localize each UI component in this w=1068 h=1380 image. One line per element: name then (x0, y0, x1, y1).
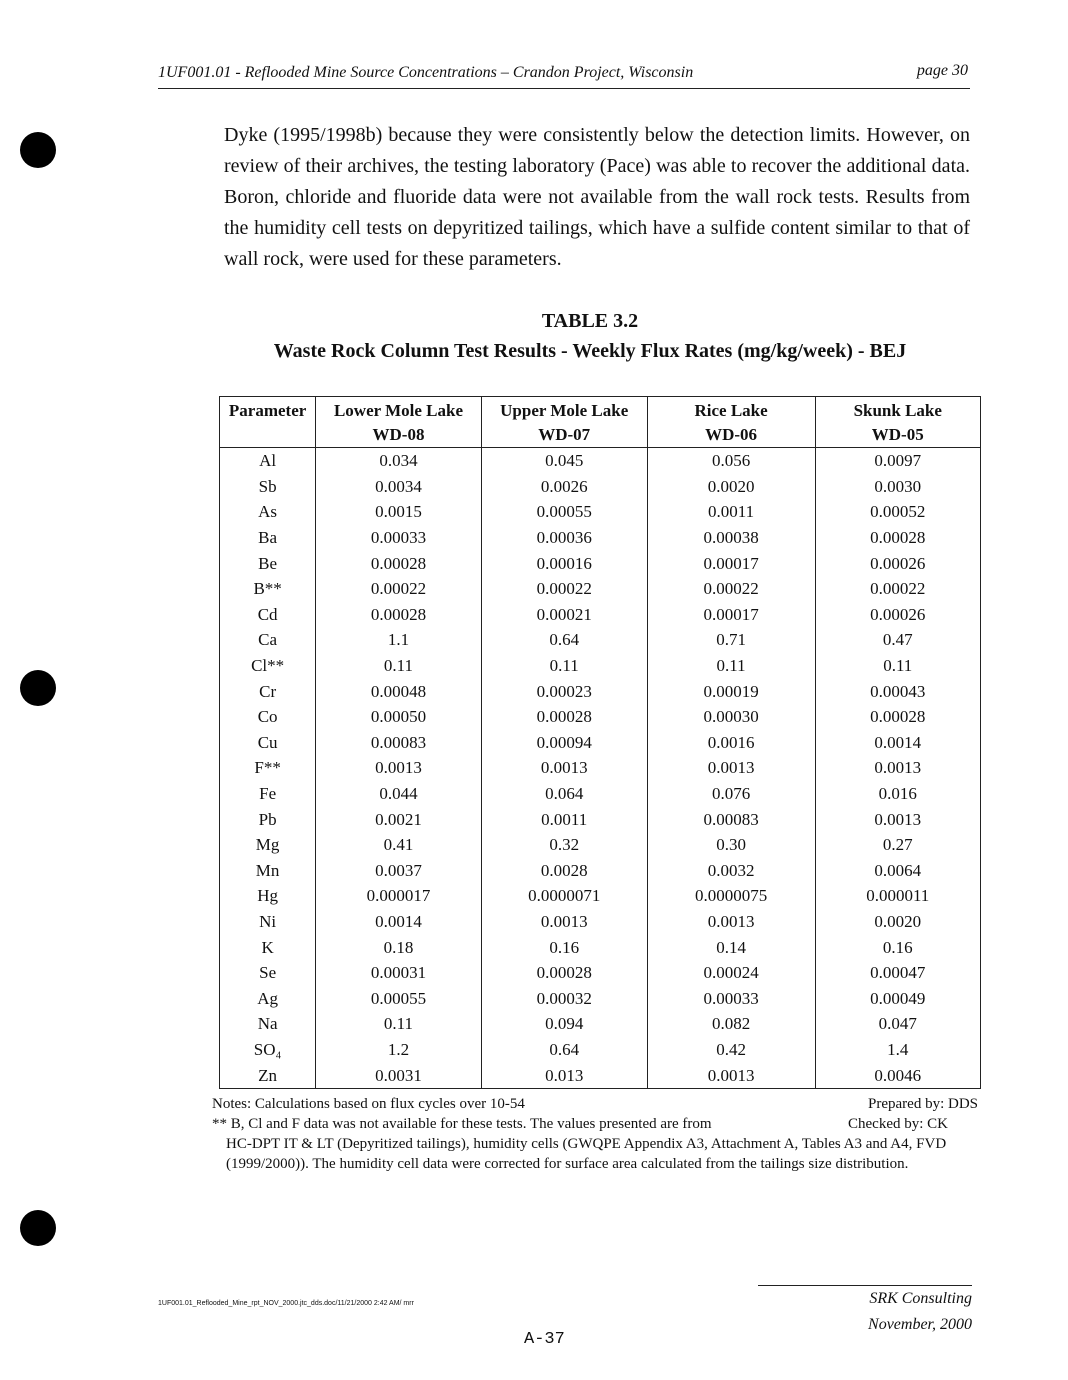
header-lower-mole-lake: Lower Mole Lake WD-08 (316, 397, 482, 448)
value-cell: 0.013 (481, 1062, 647, 1088)
value-cell: 0.044 (316, 781, 482, 807)
value-cell: 0.30 (647, 832, 815, 858)
value-cell: 0.00019 (647, 678, 815, 704)
value-cell: 0.0013 (874, 758, 922, 778)
header-parameter: Parameter (220, 397, 316, 448)
value-cell: 0.0046 (874, 1065, 922, 1085)
parameter-cell: Cd (220, 602, 316, 628)
parameter-cell: Be (220, 550, 316, 576)
parameter-cell: Na (220, 1011, 316, 1037)
value-cell: 0.0013 (481, 755, 647, 781)
value-cell: 0.00043 (870, 681, 926, 701)
value-cell: 0.47 (882, 630, 913, 650)
notes-line-3: HC-DPT IT & LT (Depyritized tailings), humidity cells (GWQPE Appendix A3, Attachment A, Tables A3 and A4, FVD (1999/2000)). The humidity cell data were corrected for surface area calculated from the tailings size distribution. (226, 1136, 947, 1172)
value-cell: 0.0028 (481, 858, 647, 884)
table-row (220, 576, 981, 602)
footer-company: SRK Consulting (869, 1290, 972, 1307)
value-cell: 0.0015 (316, 499, 482, 525)
value-cell: 0.00083 (316, 730, 482, 756)
value-cell: 0.00017 (647, 550, 815, 576)
table-row (220, 627, 981, 653)
parameter-cell: Al (220, 448, 316, 474)
value-cell: 0.00021 (481, 602, 647, 628)
footer-page-number: A-37 (524, 1330, 565, 1349)
value-cell: 0.00032 (481, 985, 647, 1011)
value-cell: 0.11 (316, 1011, 482, 1037)
parameter-cell: Fe (220, 781, 316, 807)
parameter-cell: As (220, 499, 316, 525)
value-cell: 0.056 (647, 448, 815, 474)
value-cell: 0.18 (316, 934, 482, 960)
table-row (220, 755, 981, 781)
value-cell: 0.00049 (870, 988, 926, 1008)
value-cell: 0.0021 (316, 806, 482, 832)
table-row (220, 1062, 981, 1088)
parameter-cell: Cl** (220, 653, 316, 679)
value-cell: 0.14 (647, 934, 815, 960)
binder-hole-bottom (20, 1210, 56, 1246)
value-cell: 0.00052 (870, 502, 926, 522)
binder-hole-middle (20, 670, 56, 706)
header-skunk-lake: Skunk Lake WD-05 (853, 401, 942, 444)
parameter-cell: Ag (220, 985, 316, 1011)
parameter-cell: Co (220, 704, 316, 730)
value-cell: 0.0034 (316, 474, 482, 500)
parameter-cell: Hg (220, 883, 316, 909)
parameter-cell: Ni (220, 909, 316, 935)
value-cell: 0.0013 (874, 809, 922, 829)
checked-by: Checked by: CK (848, 1116, 948, 1132)
value-cell: 0.32 (481, 832, 647, 858)
parameter-cell: Cu (220, 730, 316, 756)
value-cell: 0.42 (647, 1037, 815, 1063)
value-cell: 0.0011 (481, 806, 647, 832)
value-cell: 0.0020 (647, 474, 815, 500)
table-number: TABLE 3.2 (541, 310, 639, 332)
value-cell: 0.00022 (481, 576, 647, 602)
value-cell: 0.000011 (866, 886, 930, 906)
table-row (220, 781, 981, 807)
parameter-cell: Ca (220, 627, 316, 653)
table-row (220, 909, 981, 935)
value-cell: 0.27 (882, 835, 913, 855)
parameter-cell: Zn (220, 1062, 316, 1088)
footer-file-path: 1UF001.01_Reflooded_Mine_rpt_NOV_2000.jtc_dds.doc/11/21/2000 2:42 AM/ mrr (158, 1300, 414, 1307)
value-cell: 0.00033 (316, 525, 482, 551)
parameter-cell: Mn (220, 858, 316, 884)
value-cell: 0.0011 (647, 499, 815, 525)
footer-date: November, 2000 (868, 1316, 972, 1333)
value-cell: 0.00094 (481, 730, 647, 756)
value-cell: 1.2 (316, 1037, 482, 1063)
value-cell: 0.0030 (874, 476, 922, 496)
value-cell: 0.00023 (481, 678, 647, 704)
value-cell: 0.00028 (316, 550, 482, 576)
table-row (220, 525, 981, 551)
header-title: 1UF001.01 - Reflooded Mine Source Concentrations – Crandon Project, Wisconsin (158, 64, 694, 81)
value-cell: 0.64 (481, 627, 647, 653)
table-row (220, 474, 981, 500)
prepared-by: Prepared by: DDS (868, 1096, 978, 1112)
value-cell: 0.00026 (870, 604, 926, 624)
value-cell: 0.11 (647, 653, 815, 679)
value-cell: 0.00047 (870, 963, 926, 983)
value-cell: 0.094 (481, 1011, 647, 1037)
value-cell: 0.034 (316, 448, 482, 474)
value-cell: 0.00055 (481, 499, 647, 525)
table-row (220, 1037, 981, 1063)
table-row (220, 832, 981, 858)
footer-rule (758, 1285, 972, 1286)
table-row (220, 730, 981, 756)
value-cell: 1.4 (887, 1039, 909, 1059)
value-cell: 0.00022 (316, 576, 482, 602)
value-cell: 0.00028 (481, 960, 647, 986)
table-row (220, 934, 981, 960)
parameter-cell: Mg (220, 832, 316, 858)
value-cell: 0.00026 (870, 553, 926, 573)
table-row (220, 883, 981, 909)
table-row (220, 499, 981, 525)
table-row (220, 678, 981, 704)
page-header (158, 62, 970, 89)
value-cell: 0.082 (647, 1011, 815, 1037)
table-row (220, 1011, 981, 1037)
notes-line-1: Notes: Calculations based on flux cycles over 10-54 Prepared by: DDS (212, 1096, 978, 1112)
value-cell: 0.0097 (874, 451, 922, 471)
table-row (220, 806, 981, 832)
table-header-row (220, 397, 981, 448)
value-cell: 0.64 (481, 1037, 647, 1063)
value-cell: 0.0000075 (647, 883, 815, 909)
value-cell: 0.00055 (316, 985, 482, 1011)
table-row (220, 704, 981, 730)
value-cell: 0.00083 (647, 806, 815, 832)
value-cell: 0.00048 (316, 678, 482, 704)
value-cell: 0.0014 (316, 909, 482, 935)
parameter-cell: Sb (220, 474, 316, 500)
value-cell: 0.0037 (316, 858, 482, 884)
table-row (220, 602, 981, 628)
parameter-cell: K (220, 934, 316, 960)
table-row (220, 858, 981, 884)
value-cell: 0.00031 (316, 960, 482, 986)
value-cell: 0.0064 (874, 860, 922, 880)
table-row (220, 550, 981, 576)
value-cell: 0.016 (878, 784, 917, 804)
value-cell: 0.000017 (316, 883, 482, 909)
parameter-cell: Cr (220, 678, 316, 704)
table-row (220, 653, 981, 679)
value-cell: 0.045 (481, 448, 647, 474)
value-cell: 0.076 (647, 781, 815, 807)
value-cell: 0.0013 (316, 755, 482, 781)
value-cell: 0.00038 (647, 525, 815, 551)
value-cell: 0.00050 (316, 704, 482, 730)
value-cell: 0.16 (481, 934, 647, 960)
value-cell: 0.047 (878, 1014, 917, 1034)
header-upper-mole-lake: Upper Mole Lake WD-07 (481, 397, 647, 448)
table-caption: Waste Rock Column Test Results - Weekly Flux Rates (mg/kg/week) - BEJ (273, 340, 907, 362)
header-rice-lake: Rice Lake WD-06 (647, 397, 815, 448)
header-page-number: page 30 (916, 62, 968, 79)
parameter-cell: Pb (220, 806, 316, 832)
table-row (220, 985, 981, 1011)
value-cell: 0.0013 (647, 1062, 815, 1088)
value-cell: 0.11 (481, 653, 647, 679)
parameter-cell: SO₄ (220, 1037, 316, 1063)
value-cell: 0.11 (316, 653, 482, 679)
value-cell: 0.00022 (870, 579, 926, 599)
parameter-cell: F** (220, 755, 316, 781)
parameter-cell: Ba (220, 525, 316, 551)
value-cell: 0.0013 (647, 755, 815, 781)
value-cell: 0.0013 (481, 909, 647, 935)
binder-hole-top (20, 132, 56, 168)
value-cell: 1.1 (316, 627, 482, 653)
value-cell: 0.00017 (647, 602, 815, 628)
value-cell: 0.00030 (647, 704, 815, 730)
value-cell: 0.00028 (870, 528, 926, 548)
value-cell: 0.41 (316, 832, 482, 858)
value-cell: 0.00033 (647, 985, 815, 1011)
notes-line-2: ** B, Cl and F data was not available for these tests. The values presented are from Checked by: CK (212, 1116, 948, 1132)
value-cell: 0.00024 (647, 960, 815, 986)
value-cell: 0.00028 (870, 707, 926, 727)
value-cell: 0.0014 (874, 732, 922, 752)
value-cell: 0.00036 (481, 525, 647, 551)
table-row (220, 960, 981, 986)
body-paragraph: Dyke (1995/1998b) because they were consistently below the detection limits. However, on review of their archives, the testing laboratory (Pace) was able to recover the additional data. Boron, chloride and fluoride data were not available from the wall rock tests. Results from the humidity cell tests on depyritized tailings, which have a sulfide content similar to that of wall rock, were used for these parameters. (224, 124, 970, 270)
value-cell: 0.0000071 (481, 883, 647, 909)
flux-rates-table (219, 396, 981, 1089)
value-cell: 0.0026 (481, 474, 647, 500)
parameter-cell: B** (220, 576, 316, 602)
value-cell: 0.0032 (647, 858, 815, 884)
value-cell: 0.16 (882, 937, 913, 957)
value-cell: 0.0020 (874, 911, 922, 931)
value-cell: 0.00016 (481, 550, 647, 576)
value-cell: 0.00028 (316, 602, 482, 628)
table-notes (212, 1094, 978, 1174)
table-row (220, 448, 981, 474)
value-cell: 0.71 (647, 627, 815, 653)
value-cell: 0.0013 (647, 909, 815, 935)
value-cell: 0.0031 (316, 1062, 482, 1088)
value-cell: 0.00022 (647, 576, 815, 602)
value-cell: 0.11 (883, 656, 913, 676)
value-cell: 0.064 (481, 781, 647, 807)
value-cell: 0.00028 (481, 704, 647, 730)
value-cell: 0.0016 (647, 730, 815, 756)
parameter-cell: Se (220, 960, 316, 986)
